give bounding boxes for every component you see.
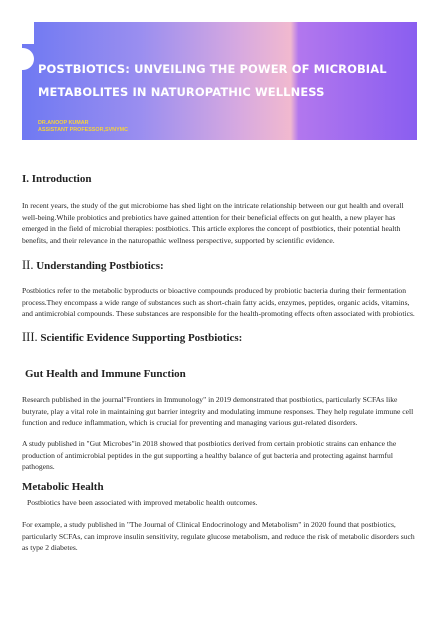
section-heading-understanding xyxy=(22,258,417,273)
header-banner xyxy=(22,22,417,140)
subheading-gut-health: Gut Health and Immune Function xyxy=(25,367,186,380)
article-title: POSTBIOTICS: UNVEILING THE POWER OF MICROBIAL METABOLITES IN NATUROPATHIC WELLNESS xyxy=(38,62,387,99)
banner-decoration-dot xyxy=(18,48,34,70)
paragraph-understanding: Postbiotics refer to the metabolic byproducts or bioactive compounds produced by probiotic bacteria during their fermentation process.They encompass a wide range of substances such as short-chain fatty acids, enzymes, peptides, organic acids, vitamins, and antimicrobial compounds. These substances are responsible for the health-promoting effects often associated with probiotics. xyxy=(22,285,415,319)
author-role: ASSISTANT PROFESSOR,SVNYMC xyxy=(38,127,129,133)
author-block xyxy=(38,120,128,134)
paragraph-metabolic-lead: Postbiotics have been associated with improved metabolic health outcomes. xyxy=(27,498,258,508)
section-heading-introduction xyxy=(22,172,417,186)
paragraph-metabolic-health: For example, a study published in "The Journal of Clinical Endocrinology and Metabolism" in 2020 found that postbiotics, particularly SCFAs, can improve insulin sensitivity, regulate glucose metabolism, and reduce the risk of metabolic disorders such as type 2 diabetes. xyxy=(22,519,415,553)
section-number: III. xyxy=(22,329,38,344)
section-number: I. xyxy=(22,173,30,185)
subheading-metabolic-health: Metabolic Health xyxy=(22,481,104,494)
paragraph-gut-health-1: Research published in the journal"Frontiers in Immunology" in 2019 demonstrated that postbiotics, particularly SCFAs like butyrate, play a vital role in maintaining gut barrier integrity and modulating immune responses. They help regulate immune cell function and reduce inflammation, which is crucial for preventing and managing various gut-related disorders. xyxy=(22,394,414,428)
section-number: II. xyxy=(22,257,34,272)
paragraph-introduction: In recent years, the study of the gut microbiome has shed light on the intricate relationship between our gut health and overall well-being.While probiotics and prebiotics have gained attention for their beneficial effects on gut health, a new player has emerged in the field of microbial therapies: postbiotics. This article explores the concept of postbiotics, their potential health benefits, and their relevance in the naturopathic wellness perspective, supported by scientific evidence. xyxy=(22,201,404,246)
paragraph-gut-health-2: A study published in "Gut Microbes"in 2018 showed that postbiotics derived from certain probiotic strains can enhance the production of antimicrobial peptides in the gut supporting a healthy balance of gut bacteria and protecting against harmful pathogens. xyxy=(22,439,397,472)
author-name: DR.ANOOP KUMAR xyxy=(38,120,89,126)
section-title: Understanding Postbiotics: xyxy=(36,259,164,272)
banner-decoration-bar xyxy=(22,22,34,44)
article-body xyxy=(22,154,417,554)
section-title: Scientific Evidence Supporting Postbiotics: xyxy=(40,331,243,344)
section-title: Introduction xyxy=(31,173,92,185)
section-heading-evidence xyxy=(22,330,417,345)
